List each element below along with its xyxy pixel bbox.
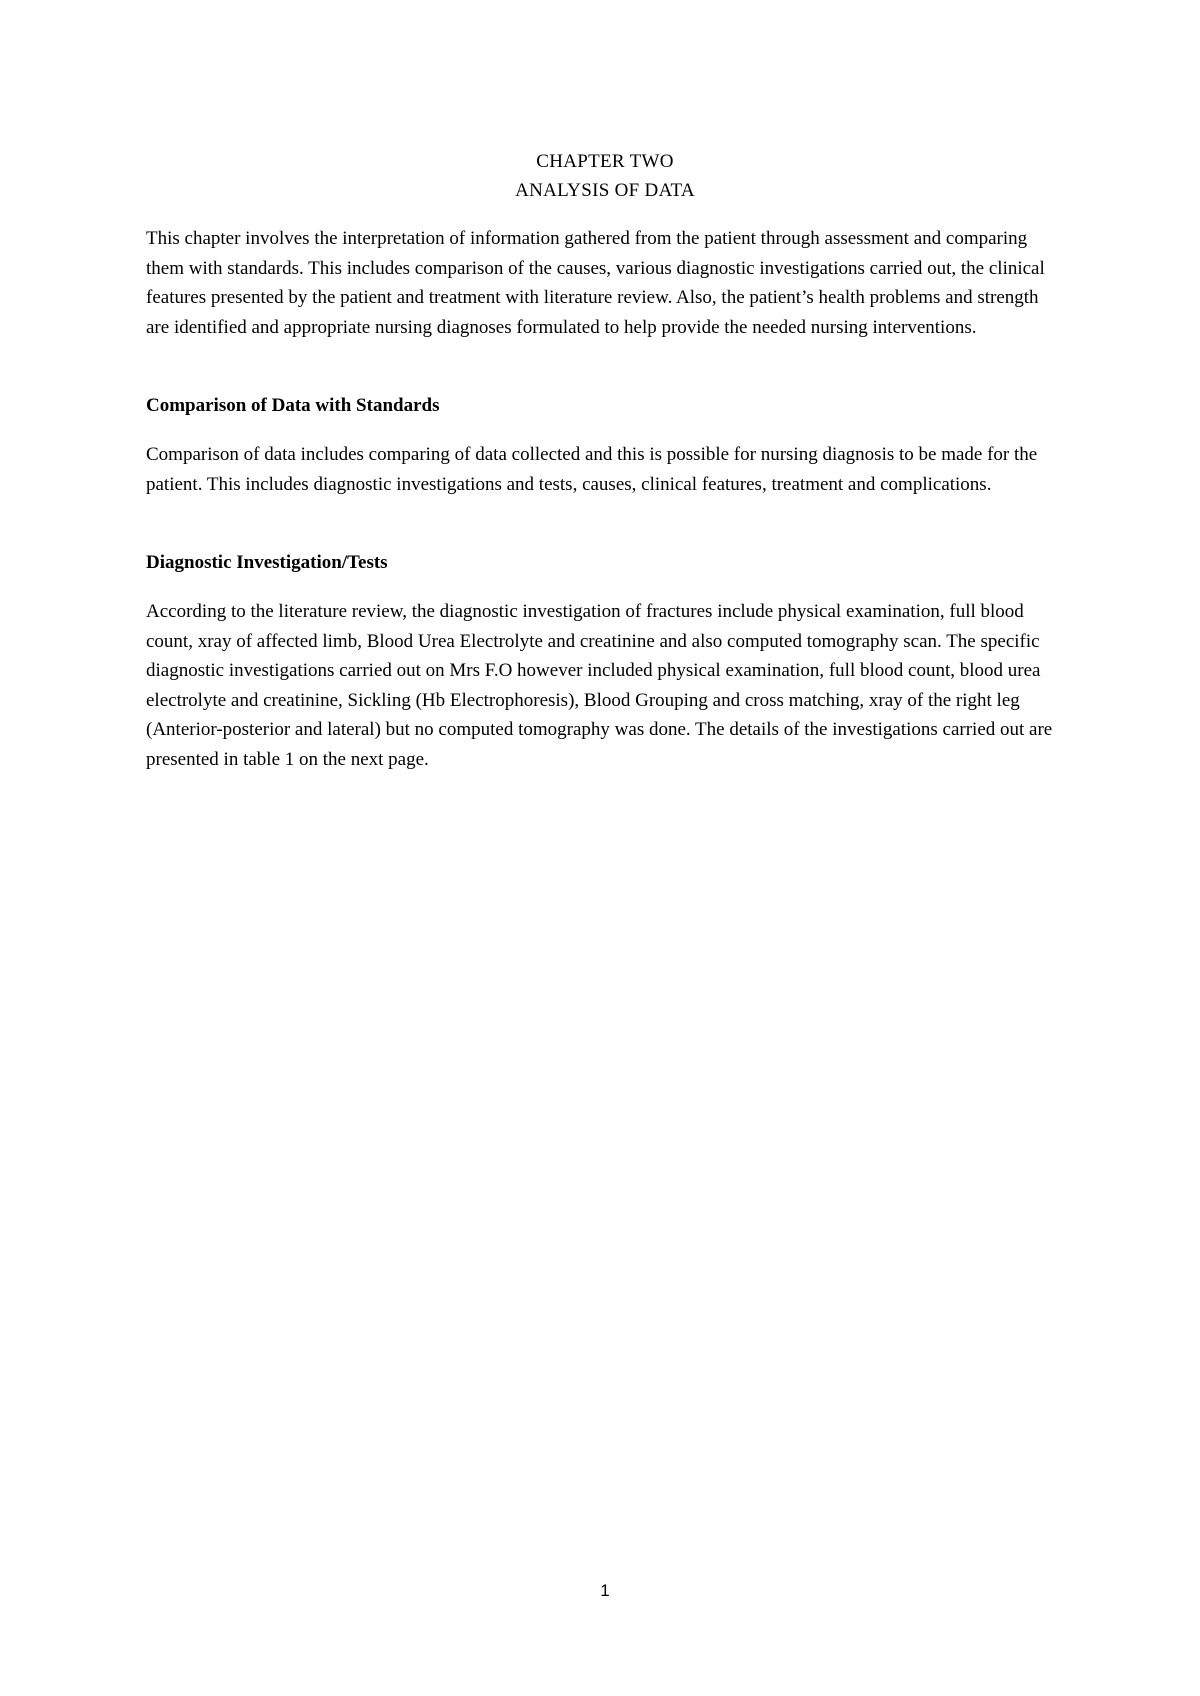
section-paragraph-comparison: Comparison of data includes comparing of data collected and this is possible for nursing diagnosis to be made for the patient. This includes diagnostic investigations and tests, causes, clinical features, treatment and complications.	[146, 444, 1038, 495]
section-heading-diagnostic: Diagnostic Investigation/Tests	[146, 552, 388, 573]
chapter-title: CHAPTER TWO	[536, 151, 674, 172]
intro-paragraph: This chapter involves the interpretation of information gathered from the patient through assessment and comparing them with standards. This includes comparison of the causes, various diagnostic investigations carried out, the clinical features presented by the patient and treatment with literature review. Also, the patient’s health problems and strength are identified and appropriate nursing diagnoses formulated to help provide the needed nursing interventions.	[146, 228, 1045, 338]
section-heading-comparison: Comparison of Data with Standards	[146, 395, 440, 416]
chapter-subtitle: ANALYSIS OF DATA	[515, 180, 695, 201]
page-number: 1	[600, 1581, 610, 1600]
chapter-heading	[0, 147, 1200, 205]
section-paragraph-diagnostic: According to the literature review, the diagnostic investigation of fractures include physical examination, full blood count, xray of affected limb, Blood Urea Electrolyte and creatinine and also computed tomography scan. The specific diagnostic investigations carried out on Mrs F.O however included physical examination, full blood count, blood urea electrolyte and creatinine, Sickling (Hb Electrophoresis), Blood Grouping and cross matching, xray of the right leg (Anterior-posterior and lateral) but no computed tomography was done. The details of the investigations carried out are presented in table 1 on the next page.	[146, 601, 1053, 770]
